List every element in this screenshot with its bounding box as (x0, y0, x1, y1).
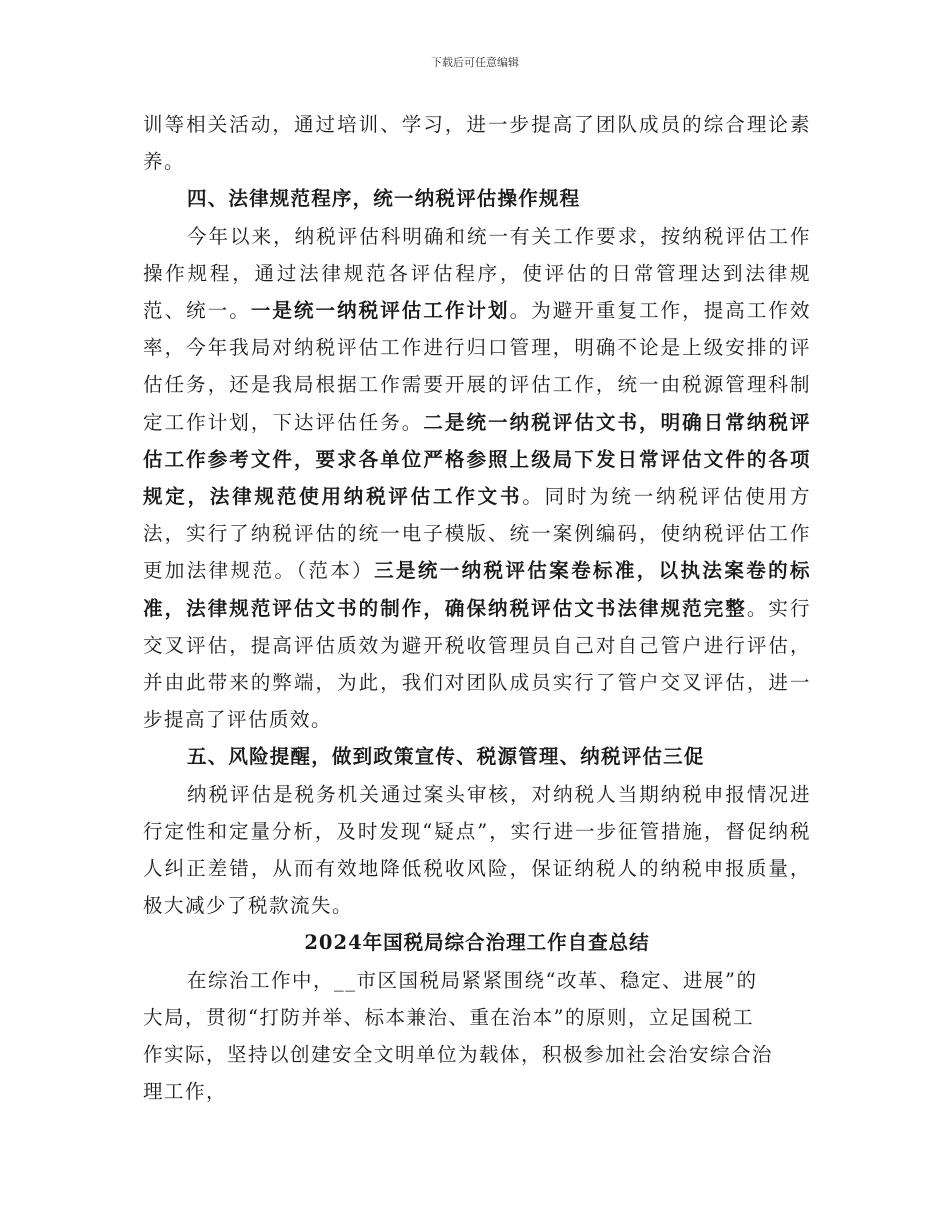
section-heading-4: 四、法律规范程序，统一纳税评估操作规程 (187, 187, 581, 211)
bold-point-2: 二是统一纳税评估文书，明确日常纳税评估工作参考文件，要求各单位严格参照上级局下发日常评估文件的各项规定，法律规范使用纳税评估工作文书 (143, 410, 811, 509)
text-point-2: 。同时为统一纳税评估使用方法，实行了纳税评估的统一电子模版、统一案例编码，使纳税评估工作更加法律规范。（范本） (143, 485, 811, 583)
text-point-1: 。为避开重复工作，提高工作效率，今年我局对纳税评估工作进行归口管理，明确不论是上级安排的评估任务，还是我局根据工作需要开展的评估工作，统一由税源管理科制定工作计划，下达评估任务。 (143, 299, 811, 434)
bold-point-1: 一是统一纳税评估工作计划 (250, 299, 510, 323)
document-title: 2024年国税局综合治理工作自查总结 (304, 931, 650, 955)
section-heading-5: 五、风险提醒，做到政策宣传、税源管理、纳税评估三促 (187, 745, 705, 769)
paragraph-training: 训等相关活动，通过培训、学习，进一步提高了团队成员的综合理论素养。 (143, 113, 811, 174)
paragraph-risk: 纳税评估是税务机关通过案头审核，对纳税人当期纳税申报情况进行定性和定量分析，及时发现“疑点”，实行进一步征管措施，督促纳税人纠正差错，从而有效地降低税收风险，保证纳税人的纳税申报质量，极大减少了税款流失。 (143, 782, 811, 918)
summary-line-1: 在综治工作中，__市区国税局紧紧围绕“改革、稳定、进展”的 (187, 968, 758, 992)
paragraph-procedure (143, 218, 811, 739)
text-point-3: 。实行交叉评估，提高评估质效为避开税收管理员自己对自己管户进行评估，并由此带来的弊端，为此，我们对团队成员实行了管户交叉评估，进一步提高了评估质效。 (143, 596, 811, 732)
summary-line-3: 作实际，坚持以创建安全文明单位为载体，积极参加社会治安综合治 (143, 1043, 774, 1067)
summary-line-4: 理工作， (143, 1080, 228, 1104)
document-body (143, 106, 811, 1110)
page-header-note: 下载后可任意编辑 (431, 56, 519, 69)
paragraph-summary (143, 962, 793, 1111)
bold-point-3: 三是统一纳税评估案卷标准，以执法案卷的标准，法律规范评估文书的制作，确保纳税评估文书法律规范完整 (143, 559, 811, 620)
summary-line-2: 大局，贯彻“打防并举、标本兼治、重在治本”的原则，立足国税工 (143, 1005, 754, 1029)
text-intro: 今年以来，纳税评估科明确和统一有关工作要求，按纳税评估工作操作规程，通过法律规范各评估程序，使评估的日常管理达到法律规范、统一。 (143, 224, 811, 323)
